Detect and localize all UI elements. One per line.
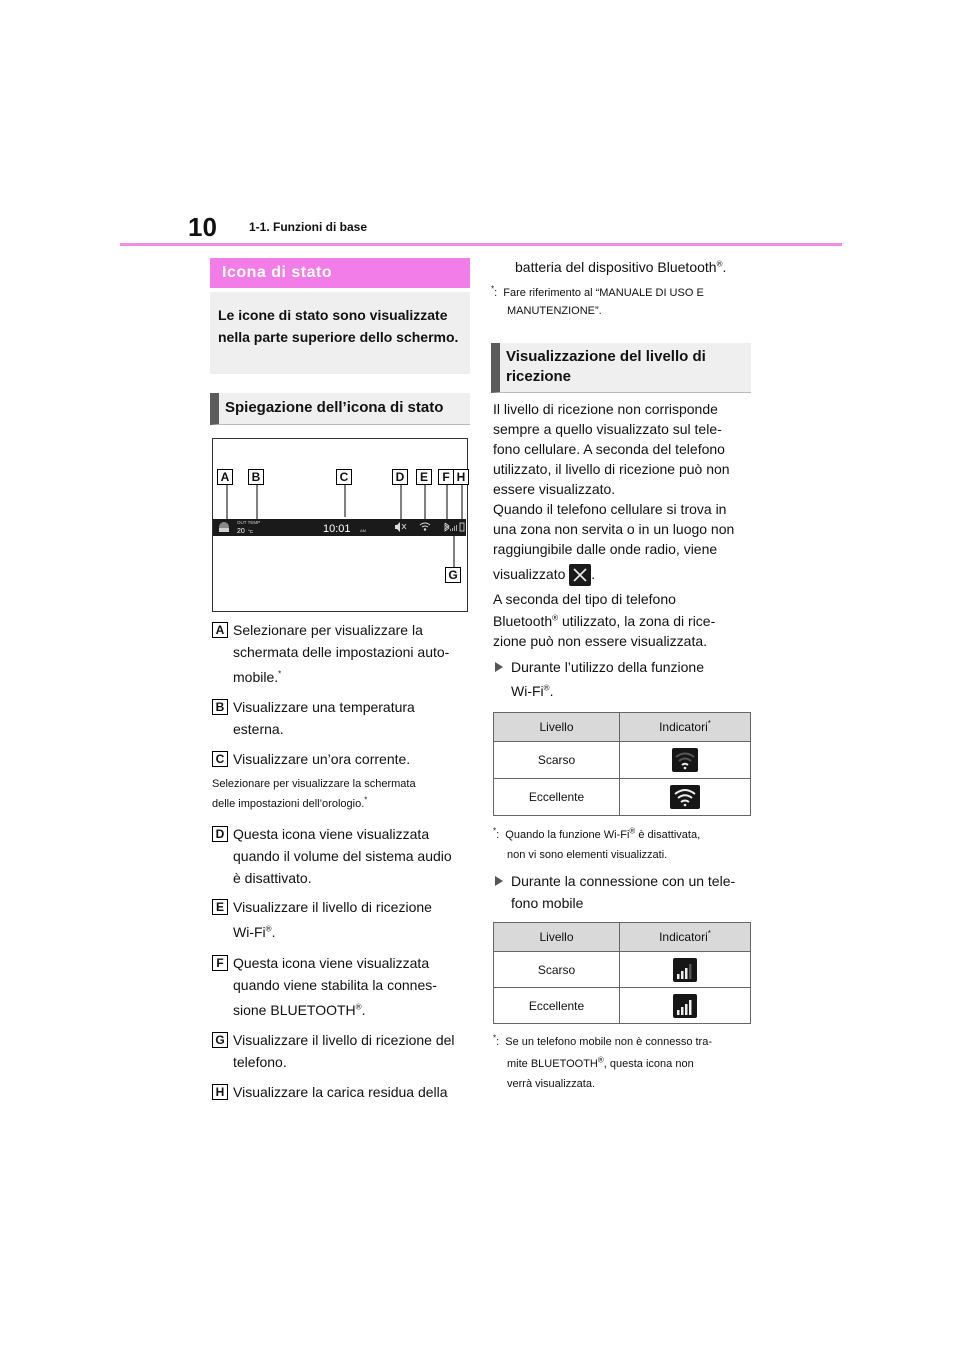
- bullet-wifi: [493, 656, 704, 702]
- phone-row-high-indicator: [620, 988, 751, 1024]
- wifi-high-icon: [670, 785, 700, 809]
- item-g-line-1: Visualizzare il livello di ricezione del: [233, 1032, 455, 1048]
- callout-letter-d: D: [392, 469, 408, 485]
- clock-note-line-1: Selezionare per visualizzare la schermata: [212, 778, 416, 790]
- callout-letter-b: B: [248, 469, 264, 485]
- clock-ampm: AM: [360, 528, 366, 533]
- footnote-phone-line-1: *: Se un telefono mobile non è connesso tra-: [493, 1033, 712, 1048]
- para-2-line-3: raggiungibile dalle onde radio, viene: [493, 541, 718, 557]
- battery-continuation-text: batteria del dispositivo Bluetooth: [515, 259, 717, 275]
- item-a-line-3-text: mobile.: [233, 669, 279, 685]
- main-heading: Icona di stato: [210, 258, 470, 288]
- footnote-phone-line-2: mite BLUETOOTH®, questa icona non: [507, 1055, 694, 1070]
- no-signal-icon: [569, 564, 591, 586]
- item-letter-f: F: [212, 955, 228, 971]
- callout-letter-c: C: [336, 469, 352, 485]
- bullet-wifi-line-1: Durante l’utilizzo della funzione: [511, 659, 704, 675]
- footnote-phone-line-3: verrà visualizzata.: [507, 1078, 596, 1090]
- item-g-text: [233, 1029, 455, 1073]
- bullet-wifi-line-2-text: Wi-Fi: [511, 683, 544, 699]
- footnote-manual-line-1-text: Fare riferimento al “MANUALE DI USO E: [503, 287, 704, 299]
- footnote-phone-c: , questa icona non: [603, 1058, 694, 1070]
- bullet-phone-line-2: fono mobile: [511, 895, 584, 911]
- para-2-end-text: visualizzato: [493, 566, 566, 582]
- item-d-line-3: è disattivato.: [233, 870, 312, 886]
- signal-high-icon: [673, 994, 697, 1018]
- item-f-line-2: quando viene stabilita la connes-: [233, 977, 437, 993]
- item-letter-e: E: [212, 899, 228, 915]
- item-c-text: Visualizzare un’ora corrente.: [233, 751, 411, 767]
- item-f-line-3: sione BLUETOOTH®.: [233, 1002, 366, 1018]
- clock-note-line-2-text: delle impostazioni dell’orologio.: [212, 798, 365, 810]
- callout-letter-a: A: [217, 469, 233, 485]
- footnote-phone-b: mite BLUETOOTH: [507, 1058, 598, 1070]
- temperature-value: 20: [237, 528, 245, 535]
- item-b-line-2: esterna.: [233, 721, 284, 737]
- wifi-col-level: Livello: [494, 713, 620, 742]
- signal-low-icon: [673, 958, 697, 982]
- out-temp-label: OUT TEMP: [237, 520, 261, 525]
- item-letter-d: D: [212, 826, 228, 842]
- item-h-text: Visualizzare la carica residua della: [233, 1084, 448, 1100]
- item-a-line-2: schermata delle impostazioni auto-: [233, 644, 450, 660]
- item-b-line-1: Visualizzare una temperatura: [233, 699, 415, 715]
- footnote-manual-line-2: MANUTENZIONE”.: [507, 305, 602, 317]
- item-a-text: [233, 619, 449, 688]
- reception-paragraph-3-line-3: zione può non essere visualizzata.: [493, 633, 708, 649]
- wifi-row-high-label: Eccellente: [494, 779, 620, 816]
- section-title: 1-1. Funzioni di base: [249, 220, 368, 234]
- footnote-phone-a: Se un telefono mobile non è connesso tra-: [505, 1036, 712, 1048]
- callout-letter-e: E: [416, 469, 432, 485]
- header-divider: [120, 243, 842, 246]
- wifi-col-indicators-text: Indicatori: [659, 720, 708, 734]
- item-b-text: [233, 696, 415, 740]
- item-a-line-3: mobile.*: [233, 669, 282, 685]
- callout-letter-f: F: [438, 469, 454, 485]
- clock-display: 10:01: [323, 523, 351, 535]
- item-g-line-2: telefono.: [233, 1054, 287, 1070]
- reception-paragraph-1: [493, 399, 730, 499]
- callout-letter-g: G: [445, 567, 461, 583]
- status-bar-illustration: [213, 439, 466, 610]
- intro-box: Le icone di stato sono visualizzate nella parte superiore dello schermo.: [210, 292, 470, 374]
- para-3-rest: utilizzato, la zona di rice-: [558, 613, 716, 629]
- wifi-low-icon: [672, 748, 698, 772]
- wifi-col-indicators: Indicatori*: [620, 713, 751, 742]
- item-letter-c: C: [212, 751, 228, 767]
- item-d-line-2: quando il volume del sistema audio: [233, 848, 452, 864]
- reception-paragraph-3-line-1: A seconda del tipo di telefono: [493, 591, 676, 607]
- item-letter-b: B: [212, 699, 228, 715]
- reception-paragraph-3-line-2: Bluetooth® utilizzato, la zona di rice-: [493, 613, 716, 629]
- reception-paragraph-2: [493, 499, 734, 559]
- wifi-level-table: [493, 712, 751, 816]
- item-e-line-2-text: Wi-Fi: [233, 924, 266, 940]
- battery-continuation: batteria del dispositivo Bluetooth®.: [515, 259, 727, 275]
- item-a-line-1: Selezionare per visualizzare la: [233, 622, 423, 638]
- item-e-text: [233, 896, 432, 943]
- wifi-row-low-label: Scarso: [494, 742, 620, 779]
- callout-letter-h: H: [453, 469, 469, 485]
- sub-heading-status-icons: Spiegazione dell’icona di stato: [210, 393, 470, 425]
- phone-row-low-indicator: [620, 952, 751, 988]
- phone-col-indicators: Indicatori*: [620, 923, 751, 952]
- clock-note-line-2: delle impostazioni dell’orologio.*: [212, 795, 368, 810]
- car-settings-icon: [219, 522, 229, 532]
- status-bar-figure: [212, 438, 468, 612]
- footnote-wifi-a: Quando la funzione Wi-Fi: [505, 829, 630, 841]
- phone-col-level: Livello: [494, 923, 620, 952]
- para-2-end-line: visualizzato .: [493, 564, 595, 586]
- item-d-text: [233, 823, 452, 889]
- bullet-phone-line-1: Durante la connessione con un tele-: [511, 873, 736, 889]
- item-f-text: [233, 952, 437, 1021]
- phone-col-indicators-text: Indicatori: [659, 930, 708, 944]
- sub-heading-reception: Visualizzazione del livello di ricezione: [491, 343, 751, 393]
- wifi-row-high-indicator: [620, 779, 751, 816]
- item-e-line-2: Wi-Fi®.: [233, 924, 276, 940]
- footnote-wifi-b: è disattivata,: [635, 829, 701, 841]
- phone-level-table: [493, 922, 751, 1024]
- phone-row-low-label: Scarso: [494, 952, 620, 988]
- wifi-row-low-indicator: [620, 742, 751, 779]
- para-1-line-4: utilizzato, il livello di ricezione può non: [493, 461, 730, 477]
- footnote-wifi-line-2: non vi sono elementi visualizzati.: [507, 849, 668, 861]
- para-1-line-1: Il livello di ricezione non corrisponde: [493, 401, 718, 417]
- bullet-wifi-line-2: Wi-Fi®.: [511, 683, 554, 699]
- para-2-line-2: una zona non servita o in un luogo non: [493, 521, 735, 537]
- phone-row-high-label: Eccellente: [494, 988, 620, 1024]
- item-letter-h: H: [212, 1084, 228, 1100]
- temperature-unit: °C: [248, 529, 254, 534]
- page-number: 10: [188, 212, 217, 242]
- para-1-line-5: essere visualizzato.: [493, 481, 616, 497]
- para-3-bluetooth: Bluetooth: [493, 613, 553, 629]
- para-2-line-1: Quando il telefono cellulare si trova in: [493, 501, 727, 517]
- item-letter-a: A: [212, 622, 228, 638]
- footnote-wifi-line-1: *: Quando la funzione Wi-Fi® è disattivata,: [493, 826, 701, 841]
- item-letter-g: G: [212, 1032, 228, 1048]
- bullet-phone: [493, 870, 735, 914]
- item-f-line-1: Questa icona viene visualizzata: [233, 955, 430, 971]
- para-1-line-2: sempre a quello visualizzato sul tele-: [493, 421, 722, 437]
- item-d-line-1: Questa icona viene visualizzata: [233, 826, 430, 842]
- footnote-manual-line-1: *: Fare riferimento al “MANUALE DI USO E: [491, 284, 704, 299]
- item-f-line-3-text: sione BLUETOOTH: [233, 1002, 356, 1018]
- para-1-line-3: fono cellulare. A seconda del telefono: [493, 441, 725, 457]
- item-e-line-1: Visualizzare il livello di ricezione: [233, 899, 432, 915]
